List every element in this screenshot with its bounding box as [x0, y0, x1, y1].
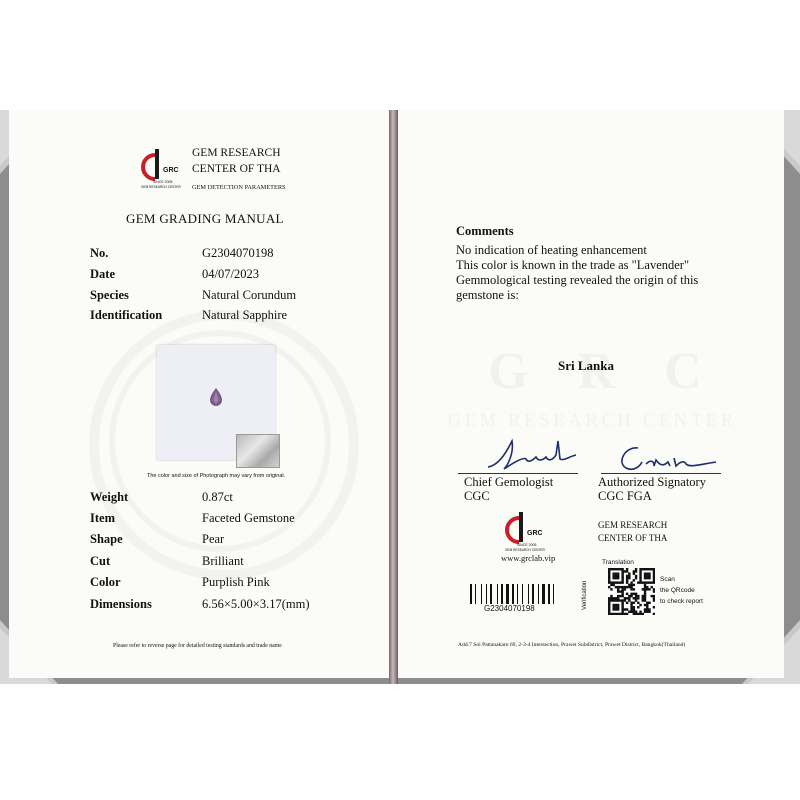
field-label-shape: Shape: [90, 532, 123, 546]
org-name-line2-right: CENTER OF THA: [598, 533, 668, 543]
org-name-line1-right: GEM RESEARCH: [598, 520, 668, 530]
field-value-color: Purplish Pink: [202, 575, 270, 589]
org-subtitle: GEM DETECTION PARAMETERS: [192, 184, 286, 191]
grc-logo: [141, 147, 187, 197]
qr-code-icon: [608, 568, 655, 615]
comment-line-3: Gemmological testing revealed the origin of this: [456, 273, 699, 287]
signatory1-title: Chief Gemologist: [464, 475, 554, 489]
comment-line-2: This color is known in the trade as "Lavender": [456, 258, 690, 272]
authorized-signatory-signature: [612, 440, 722, 475]
field-label-identification: Identification: [90, 308, 163, 322]
field-value-item: Faceted Gemstone: [202, 511, 295, 525]
qr-hint-line1: Scan: [660, 576, 675, 583]
field-label-date: Date: [90, 267, 115, 281]
grc-logo-center: GEM RESEARCH CENTER: [141, 185, 181, 189]
footer-note: Please refer to reverse page for detailed testing standards and trade name: [113, 643, 282, 649]
field-value-species: Natural Corundum: [202, 288, 297, 302]
barcode: [470, 584, 570, 604]
field-value-identification: Natural Sapphire: [202, 308, 288, 322]
field-value-no: G2304070198: [202, 246, 274, 260]
barcode-number: G2304070198: [484, 604, 535, 613]
grc-logo-since: SINCE 2005: [153, 180, 173, 184]
field-label-cut: Cut: [90, 554, 111, 568]
org-name-line2: CENTER OF THA: [192, 163, 281, 175]
signatory2-credential: CGC FGA: [598, 489, 652, 503]
watermark-subtitle: [448, 410, 737, 431]
signature-line-1: [458, 473, 578, 474]
field-value-dimensions: 6.56×5.00×3.17(mm): [202, 597, 310, 611]
left-page: [9, 110, 389, 678]
grc-logo-text-right: GRC: [527, 530, 543, 537]
grc-logo-center-right: GEM RESEARCH CENTER: [505, 548, 545, 552]
pear-gemstone-icon: [209, 387, 223, 407]
folder-spine: [389, 110, 398, 684]
org-name-line1: GEM RESEARCH: [192, 147, 281, 159]
field-value-shape: Pear: [202, 532, 225, 546]
signatory1-credential: CGC: [464, 489, 490, 503]
page-title: GEM GRADING MANUAL: [126, 211, 284, 226]
grc-logo-text: GRC: [163, 167, 179, 174]
barcode-bars: [470, 584, 570, 604]
qr-hint-line3: to check report: [660, 598, 703, 605]
chief-gemologist-signature: [482, 435, 582, 475]
field-label-color: Color: [90, 575, 121, 589]
signature-line-2: [601, 473, 721, 474]
field-value-weight: 0.87ct: [202, 490, 233, 504]
website-link[interactable]: www.grclab.vip: [501, 553, 556, 563]
field-label-species: Species: [90, 288, 129, 302]
field-label-no: No.: [90, 246, 109, 260]
field-label-weight: Weight: [90, 490, 129, 504]
field-value-cut: Brilliant: [202, 554, 244, 568]
field-value-date: 04/07/2023: [202, 267, 259, 281]
right-page: [398, 110, 784, 678]
hologram-seal: [236, 434, 280, 468]
lab-address: Add.7 Soi Pattanakarn 69, 2-3-4 Intersection, Prawet Subdistrict, Prawet District, Bangkok(Thailand): [458, 642, 686, 648]
comments-title: Comments: [456, 224, 514, 238]
qr-hint-line2: the QRcode: [660, 587, 695, 594]
comment-line-4: gemstone is:: [456, 288, 519, 302]
verification-label: Verification: [582, 580, 588, 610]
qr-code[interactable]: [608, 568, 655, 615]
grc-logo-since-right: SINCE 2005: [517, 543, 537, 547]
field-label-item: Item: [90, 511, 115, 525]
comment-line-1: No indication of heating enhancement: [456, 243, 647, 257]
photo-caption: The color and size of Photograph may vary from original.: [147, 473, 286, 479]
field-label-dimensions: Dimensions: [90, 597, 152, 611]
translation-label: Translation: [602, 559, 634, 566]
origin-value: Sri Lanka: [558, 358, 614, 373]
signatory2-title: Authorized Signatory: [598, 475, 706, 489]
